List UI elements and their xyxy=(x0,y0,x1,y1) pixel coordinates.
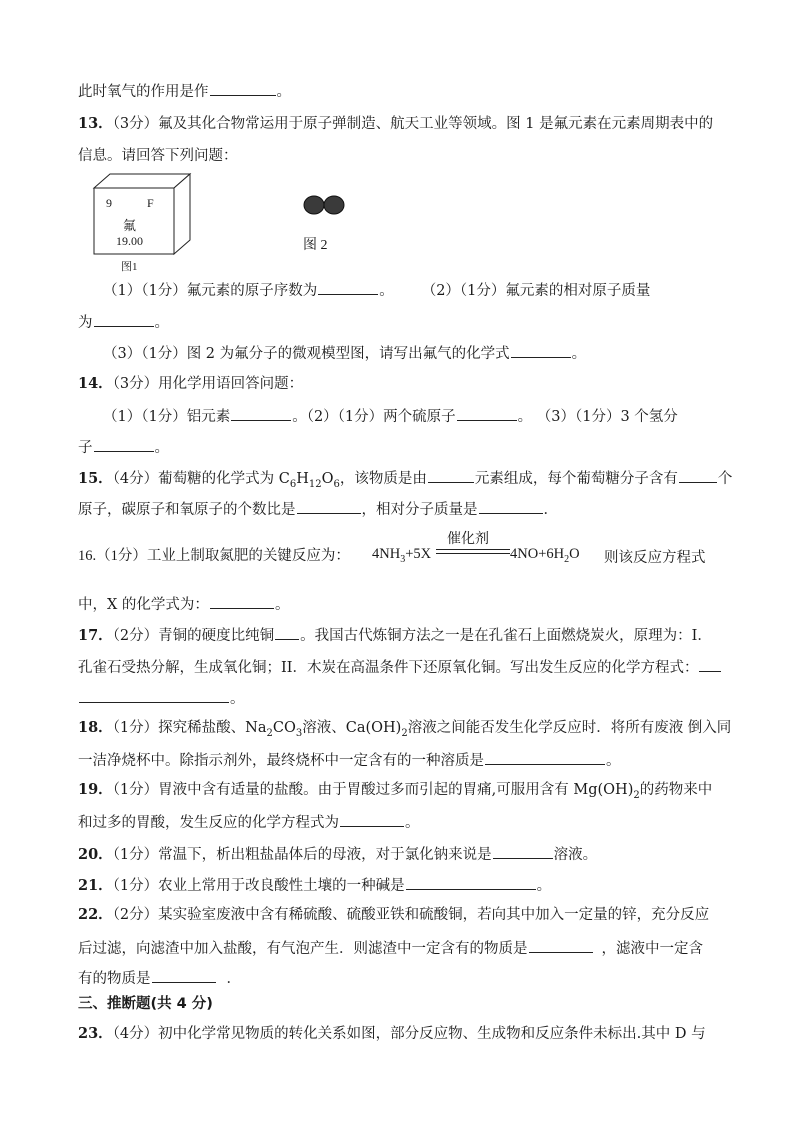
punct: 。 xyxy=(276,84,291,100)
question-text: ，相对分子质量是 xyxy=(361,502,478,518)
subscript: 2 xyxy=(564,553,570,565)
question-text: 元素组成，每个葡萄糖分子含有 xyxy=(474,471,678,487)
atomic-number: 9 xyxy=(106,196,112,210)
subscript: 3 xyxy=(295,727,303,739)
sub-question-text: 子 xyxy=(78,440,93,456)
q14-subs xyxy=(103,405,678,427)
q22-line3 xyxy=(78,967,241,989)
question-text: ，该物质是由 xyxy=(339,471,427,487)
answer-blank[interactable] xyxy=(152,967,216,983)
q18-line2 xyxy=(78,749,621,771)
answer-blank[interactable] xyxy=(406,874,536,890)
q13-sub3 xyxy=(103,342,586,364)
question-number: 18． xyxy=(78,719,113,736)
q17-line3 xyxy=(78,687,245,709)
sub-question-text: （2）（1分）氟元素的相对原子质量 xyxy=(421,283,651,299)
question-text: CO xyxy=(272,720,296,736)
subscript: 3 xyxy=(400,553,406,565)
intro-line xyxy=(78,80,291,102)
q23-line1 xyxy=(78,1024,706,1044)
punct: ． xyxy=(226,971,241,987)
question-text: 溶液之间能否发生化学反应时．将所有废液 倒入同 xyxy=(407,720,732,736)
q19-line1 xyxy=(78,780,712,800)
element-name: 氟 xyxy=(123,218,137,233)
question-text: 个 xyxy=(717,471,733,487)
punct: 。 xyxy=(154,440,169,456)
reaction-equals-sign xyxy=(436,548,510,556)
answer-blank[interactable] xyxy=(340,811,404,827)
product-text: 4NO+6H xyxy=(510,546,565,562)
question-text: 中，X 的化学式为： xyxy=(78,597,209,613)
punct: 。 xyxy=(274,597,290,613)
q13-sub1 xyxy=(103,279,650,301)
answer-blank[interactable] xyxy=(318,279,378,295)
q15-line1 xyxy=(78,467,732,489)
question-number: 13． xyxy=(78,115,113,132)
question-text: （4分）葡萄糖的化学式为 C xyxy=(112,471,290,487)
subscript: 6 xyxy=(289,478,297,490)
q20-line xyxy=(78,843,597,865)
question-text: （3分）氟及其化合物常运用于原子弹制造、航天工业等领域。图 1 是氟元素在元素周期表中的 xyxy=(112,116,714,132)
reactant-x: +5X xyxy=(405,546,432,562)
punct: 。 xyxy=(571,346,587,362)
question-number: 14． xyxy=(78,375,113,392)
answer-blank[interactable] xyxy=(210,80,276,96)
question-number: 20． xyxy=(78,846,113,863)
question-text: （2分）某实验室废液中含有稀硫酸、硫酸亚铁和硫酸铜，若向其中加入一定量的锌，充分反应 xyxy=(112,907,710,923)
formula-text: H xyxy=(296,471,309,487)
question-number: 19． xyxy=(78,781,113,798)
question-text: ，滤液中一定含 xyxy=(601,941,703,957)
answer-blank[interactable] xyxy=(485,749,605,765)
element-symbol: F xyxy=(147,196,154,210)
subscript: 12 xyxy=(308,478,322,490)
q16-after: 则该反应方程式 xyxy=(604,550,706,566)
question-text: （1分）农业上常用于改良酸性土壤的一种碱是 xyxy=(112,878,405,894)
q18-line1 xyxy=(78,718,731,738)
q13-line2 xyxy=(78,146,238,166)
punct: 。 xyxy=(154,315,169,331)
figure-2-caption: 图 2 xyxy=(303,238,328,253)
subscript: 2 xyxy=(633,789,640,801)
question-number: 16. xyxy=(78,548,97,564)
question-text: 溶液。 xyxy=(553,847,598,863)
q14-sub3-cont xyxy=(78,436,169,458)
answer-blank[interactable] xyxy=(493,843,553,859)
punct: 。 xyxy=(379,283,394,299)
reaction-left xyxy=(372,546,431,563)
figure-1-caption: 图1 xyxy=(121,261,138,273)
question-number: 23． xyxy=(78,1025,113,1042)
question-text: 原子，碳原子和氧原子的个数比是 xyxy=(78,502,296,518)
answer-blank[interactable] xyxy=(529,937,593,953)
sub-question-text: 。（2）（1分）两个硫原子 xyxy=(292,409,456,425)
q21-line xyxy=(78,874,551,896)
q22-line2 xyxy=(78,937,703,959)
figure-1-element-cube xyxy=(88,168,198,278)
sub-question-text: 为 xyxy=(78,315,93,331)
question-text: （1分）探究稀盐酸、Na xyxy=(112,720,267,736)
question-text: （1分）胃液中含有适量的盐酸。由于胃酸过多而引起的胃痛,可服用含有 Mg(OH) xyxy=(112,782,634,798)
answer-blank[interactable] xyxy=(479,498,543,514)
punct: 。 xyxy=(230,691,245,707)
answer-blank[interactable] xyxy=(275,624,299,640)
subscript: 6 xyxy=(333,478,340,490)
q17-line1 xyxy=(78,624,712,646)
answer-blank[interactable] xyxy=(94,311,154,327)
punct: 。 xyxy=(405,815,420,831)
question-text: （4分）初中化学常见物质的转化关系如图，部分反应物、生成物和反应条件未标出.其中 D 与 xyxy=(112,1026,706,1042)
question-text: 一洁净烧杯中。除指示剂外，最终烧杯中一定含有的一种溶质是 xyxy=(78,753,484,769)
sub-question-text: （1）（1分）氟元素的原子序数为 xyxy=(103,283,318,299)
question-text: （1分）常温下，析出粗盐晶体后的母液，对于氯化钠来说是 xyxy=(112,847,492,863)
answer-blank[interactable] xyxy=(94,436,154,452)
answer-blank[interactable] xyxy=(679,467,717,483)
answer-blank[interactable] xyxy=(231,405,291,421)
question-text: 溶液、Ca(OH) xyxy=(302,720,402,736)
answer-blank[interactable] xyxy=(428,467,474,483)
question-text: 。我国古代炼铜方法之一是在孔雀石上面燃烧炭火，原理为：I． xyxy=(300,628,712,644)
question-number: 21． xyxy=(78,877,113,894)
punct: 。 xyxy=(536,878,552,894)
reactant-nh3: 4NH xyxy=(372,546,401,562)
formula-text: O xyxy=(321,471,334,487)
fluorine-molecule-model xyxy=(302,194,348,216)
q17-line2 xyxy=(78,656,722,678)
question-text: （1分）工业上制取氮肥的关键反应为： xyxy=(96,548,350,564)
q13-sub2-cont xyxy=(78,311,169,333)
subscript: 2 xyxy=(266,727,273,739)
answer-blank[interactable] xyxy=(511,342,571,358)
reaction-right xyxy=(510,546,580,563)
question-text: （2分）青铜的硬度比纯铜 xyxy=(112,628,275,644)
question-text: 信息。请回答下列问题： xyxy=(78,148,238,164)
punct: 。 xyxy=(606,753,621,769)
sub-question-text: 。 （3）（1分）3 个氢分 xyxy=(517,409,678,425)
q16-line2 xyxy=(78,593,289,615)
answer-blank[interactable] xyxy=(699,656,721,672)
sub-question-text: （1）（1分）铝元素 xyxy=(103,409,231,425)
question-number: 17． xyxy=(78,627,113,644)
subscript: 2 xyxy=(401,727,408,739)
sub-question-text: （3）（1分）图 2 为氟分子的微观模型图，请写出氟气的化学式 xyxy=(103,346,510,362)
question-number: 22． xyxy=(78,906,113,923)
question-number: 15． xyxy=(78,470,113,487)
q22-line1 xyxy=(78,905,709,925)
answer-blank[interactable] xyxy=(79,687,229,703)
q19-line2 xyxy=(78,811,420,833)
atomic-mass: 19.00 xyxy=(116,234,143,248)
q14-line1 xyxy=(78,374,303,394)
q16-line1 xyxy=(78,546,350,566)
intro-text: 此时氧气的作用是作 xyxy=(78,84,209,100)
product-text: O xyxy=(569,546,580,562)
question-text: 孔雀石受热分解，生成氧化铜；II．木炭在高温条件下还原氧化铜。写出发生反应的化学方程式： xyxy=(78,660,699,676)
question-text: 的药物来中 xyxy=(639,782,713,798)
answer-blank[interactable] xyxy=(457,405,517,421)
section-heading: 三、推断题(共 4 分) xyxy=(78,996,213,1012)
question-text: 有的物质是 xyxy=(78,971,151,987)
punct: ． xyxy=(543,502,558,518)
catalyst-label: 催化剂 xyxy=(447,532,489,547)
question-text: 后过滤，向滤渣中加入盐酸，有气泡产生．则滤渣中一定含有的物质是 xyxy=(78,941,528,957)
q13-line1 xyxy=(78,114,713,134)
question-text: 和过多的胃酸，发生反应的化学方程式为 xyxy=(78,815,339,831)
question-text: （3分）用化学用语回答问题： xyxy=(112,376,304,392)
q15-line2 xyxy=(78,498,558,520)
answer-blank[interactable] xyxy=(297,498,361,514)
answer-blank[interactable] xyxy=(210,593,274,609)
